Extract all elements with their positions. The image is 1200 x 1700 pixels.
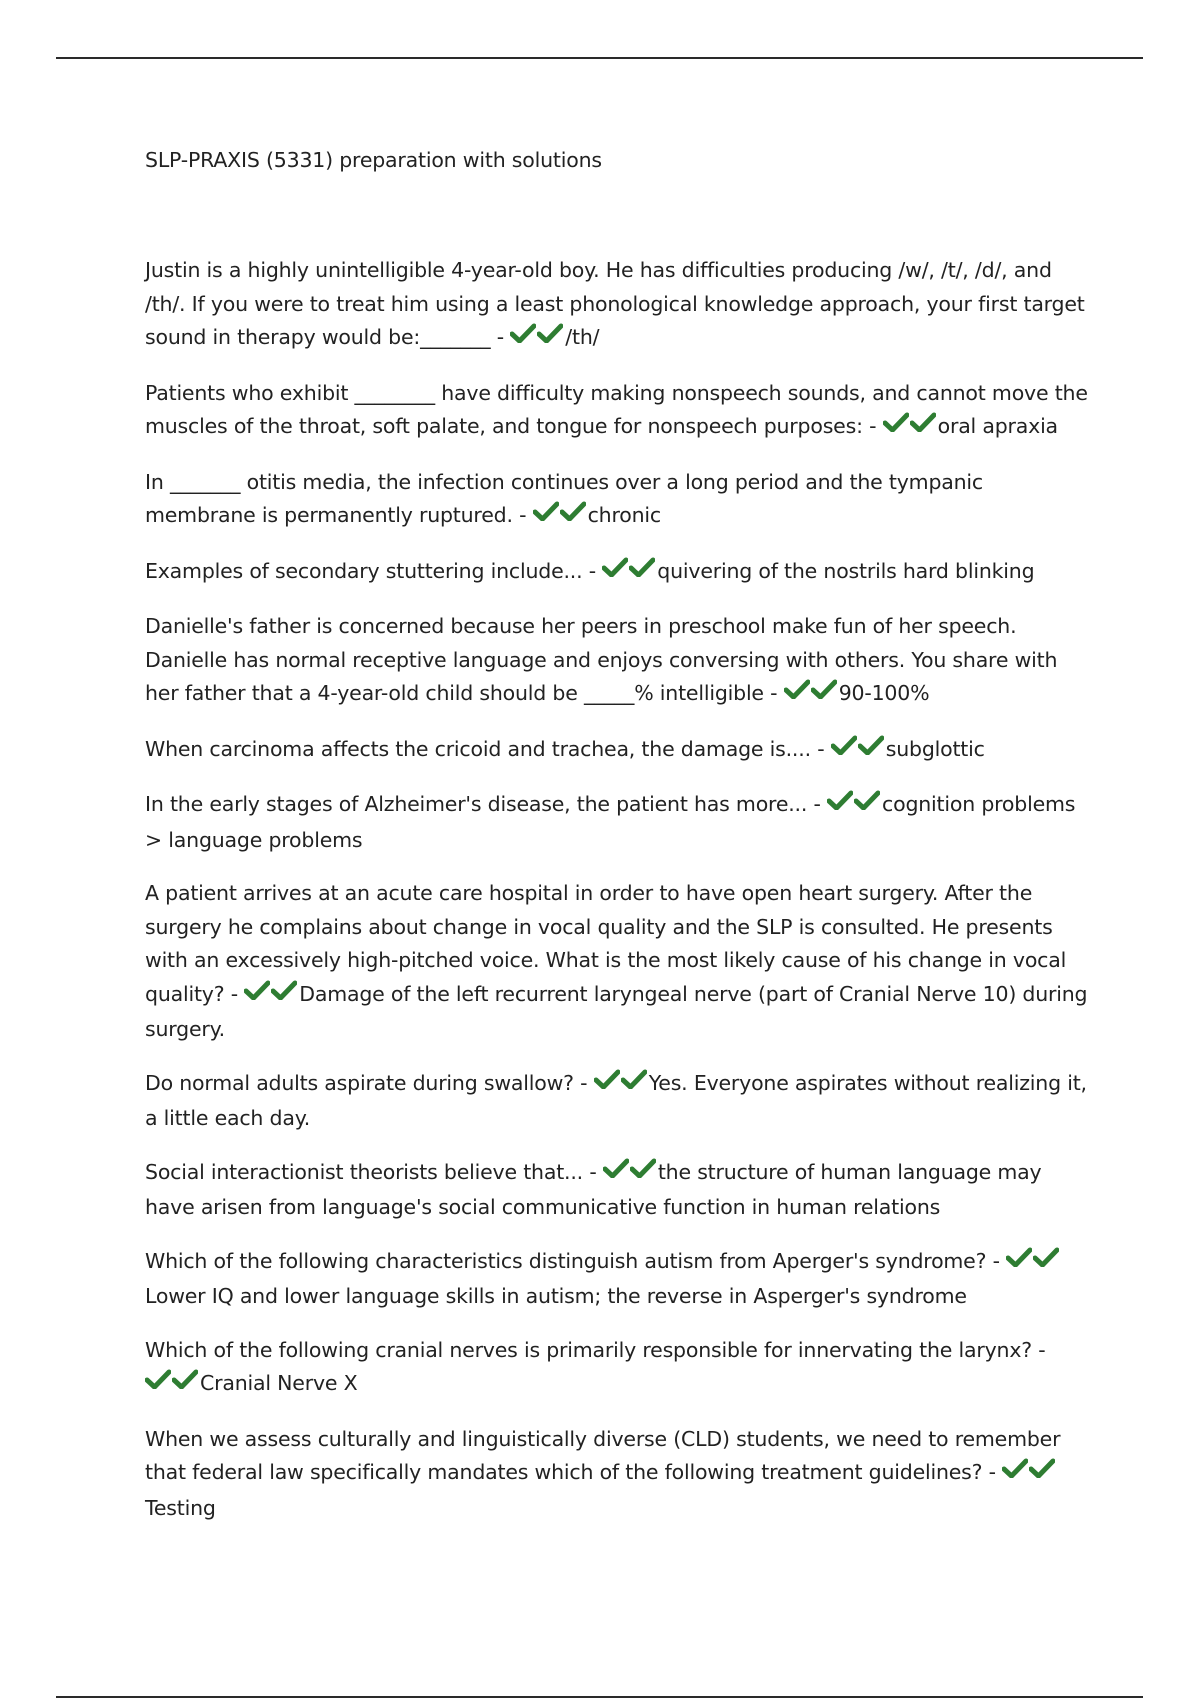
answer-marker [510, 323, 564, 357]
answer-marker [602, 557, 656, 591]
question-text: Which of the following cranial nerves is primarily responsible for innervating the larynx? [145, 1337, 1032, 1362]
top-rule [56, 57, 1143, 59]
check-icon [244, 980, 271, 1000]
answer-text: Damage of the left recurrent laryngeal nerve (part of Cranial Nerve 10) during surgery. [145, 981, 1088, 1041]
separator: - [807, 792, 828, 816]
check-icon [537, 323, 564, 343]
separator: - [490, 325, 511, 349]
question-text: In _______ otitis media, the infection continues over a long period and the tympanic membrane is permanently ruptured. [145, 469, 983, 527]
qa-item [145, 254, 1090, 357]
question-text: Danielle's father is concerned because her peers in preschool make fun of her speech. Danielle has normal receptive language and enjoys conversing with others. You share with her father that a 4-year-old child should be _____% intelligible [145, 614, 1058, 705]
question-text: Justin is a highly unintelligible 4-year-old boy. He has difficulties producing /w/, /t/, /d/, and /th/. If you were to treat him using a least phonological knowledge approach, your first target sound in therapy would be:_______ [145, 258, 1085, 349]
bottom-rule [56, 1696, 1143, 1698]
answer-text: cognition problems > language problems [145, 792, 1076, 852]
check-icon [629, 557, 656, 577]
check-icon [594, 1069, 621, 1089]
answer-text: /th/ [565, 325, 600, 349]
answer-text: chronic [587, 503, 661, 527]
separator: - [512, 503, 533, 527]
separator: - [573, 1070, 594, 1095]
answer-marker [145, 1369, 199, 1403]
check-icon [811, 679, 838, 699]
answer-text: 90-100% [838, 681, 930, 705]
separator: - [986, 1248, 1007, 1273]
answer-marker [533, 501, 587, 535]
answer-text: quivering of the nostrils hard blinking [657, 558, 1035, 583]
qa-item [145, 1245, 1090, 1314]
document-title: SLP-PRAXIS (5331) preparation with solutions [145, 148, 602, 172]
separator: - [583, 1159, 603, 1184]
question-text: Patients who exhibit ________ have difficulty making nonspeech sounds, and cannot move the muscles of the throat, soft palate, and tongue for nonspeech purposes: [145, 380, 1088, 438]
check-icon [630, 1158, 657, 1178]
check-icon [1029, 1458, 1056, 1478]
answer-marker [1002, 1458, 1056, 1492]
separator: - [763, 681, 784, 705]
answer-text: oral apraxia [937, 414, 1058, 438]
separator: - [810, 736, 831, 761]
qa-item [145, 733, 1090, 769]
check-icon [883, 412, 910, 432]
answer-marker [594, 1069, 648, 1103]
answer-marker [244, 980, 298, 1014]
qa-item [145, 555, 1090, 591]
check-icon [1033, 1247, 1060, 1267]
separator: - [224, 981, 245, 1006]
separator: - [862, 414, 883, 438]
separator: - [1031, 1337, 1046, 1362]
qa-item [145, 610, 1090, 713]
check-icon [854, 790, 881, 810]
check-icon [172, 1369, 199, 1389]
check-icon [510, 323, 537, 343]
separator: - [982, 1460, 1003, 1484]
check-icon [1002, 1458, 1029, 1478]
qa-item [145, 1423, 1090, 1526]
qa-item [145, 788, 1090, 857]
qa-item [145, 1067, 1090, 1136]
question-text: Examples of secondary stuttering include... [145, 558, 583, 583]
check-icon [858, 735, 885, 755]
answer-text: Cranial Nerve X [200, 1371, 358, 1395]
qa-item [145, 466, 1090, 535]
answer-marker [784, 679, 838, 713]
check-icon [1006, 1247, 1033, 1267]
answer-marker [831, 735, 885, 769]
check-icon [827, 790, 854, 810]
check-icon [831, 735, 858, 755]
qa-item [145, 1156, 1090, 1225]
check-icon [271, 980, 298, 1000]
check-icon [603, 1158, 630, 1178]
answer-text: Testing [145, 1495, 216, 1520]
question-text: Which of the following characteristics distinguish autism from Aperger's syndrome? [145, 1248, 987, 1273]
check-icon [145, 1369, 172, 1389]
answer-marker [603, 1158, 657, 1192]
question-text: When we assess culturally and linguistically diverse (CLD) students, we need to remember that federal law specifically mandates which of the following treatment guidelines? [145, 1426, 1061, 1484]
answer-text: subglottic [885, 736, 985, 761]
separator: - [582, 558, 603, 583]
answer-text: Lower IQ and lower language skills in autism; the reverse in Asperger's syndrome [145, 1284, 967, 1308]
check-icon [910, 412, 937, 432]
question-text: In the early stages of Alzheimer's disease, the patient has more... [145, 792, 808, 816]
answer-text: the structure of human language may have arisen from language's social communicative function in human relations [145, 1159, 1042, 1219]
qa-item [145, 377, 1090, 446]
question-text: A patient arrives at an acute care hospital in order to have open heart surgery. After the surgery he complains about change in vocal quality and the SLP is consulted. He presents with an excessively high-pitched voice. What is the most likely cause of his change in vocal quality? [145, 881, 1067, 1006]
check-icon [602, 557, 629, 577]
check-icon [533, 501, 560, 521]
question-text: Do normal adults aspirate during swallow? [145, 1070, 574, 1095]
check-icon [784, 679, 811, 699]
answer-marker [1006, 1247, 1060, 1281]
question-text: Social interactionist theorists believe that... [145, 1159, 583, 1184]
answer-text: Yes. Everyone aspirates without realizing it, a little each day. [145, 1070, 1087, 1130]
qa-list [145, 254, 1090, 1545]
question-text: When carcinoma affects the cricoid and trachea, the damage is.... [145, 736, 811, 761]
answer-marker [827, 790, 881, 824]
check-icon [560, 501, 587, 521]
answer-marker [883, 412, 937, 446]
qa-item [145, 1334, 1090, 1403]
check-icon [621, 1069, 648, 1089]
qa-item [145, 877, 1090, 1047]
